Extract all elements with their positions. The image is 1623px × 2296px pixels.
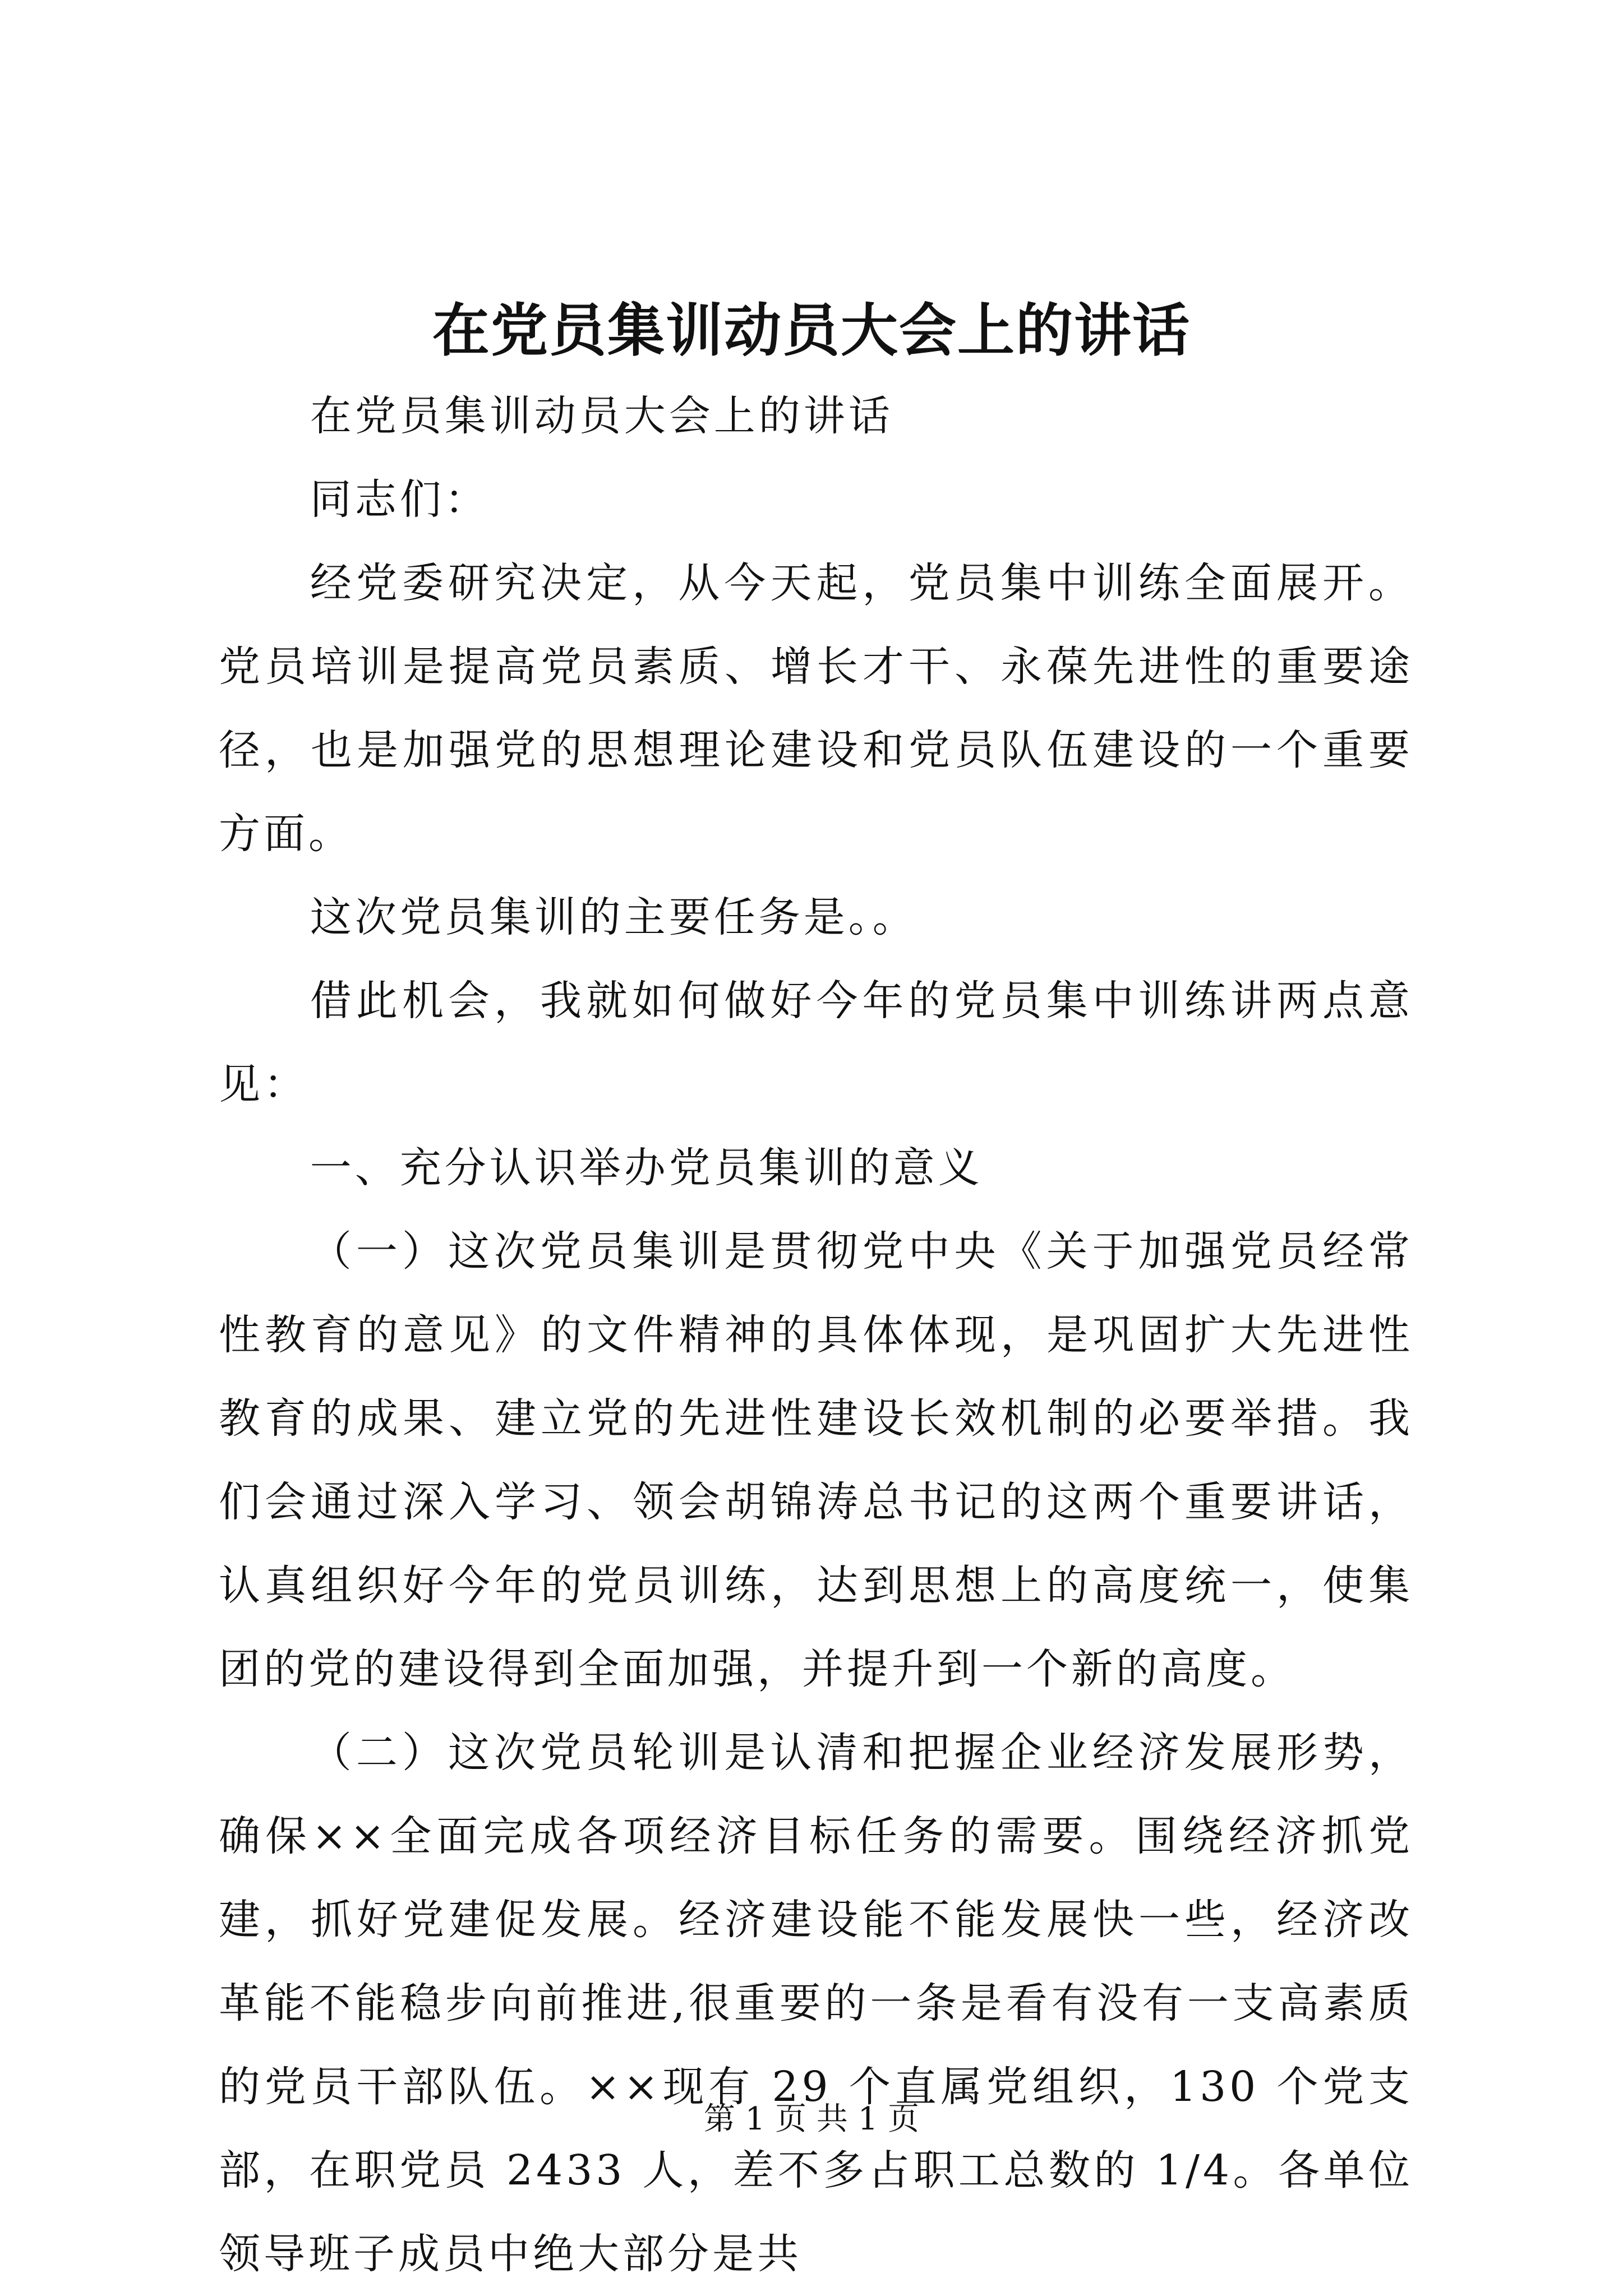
document-body [219, 375, 1413, 2296]
page-footer: 第 1 页 共 1 页 [703, 2101, 920, 2137]
paragraph-intro: 经党委研究决定，从今天起，党员集中训练全面展开。党员培训是提高党员素质、增长才干、永葆先进性的重要途径，也是加强党的思想理论建设和党员队伍建设的一个重要方面。 [219, 559, 1413, 858]
paragraph-main-task: 这次党员集训的主要任务是。。 [310, 893, 917, 941]
paragraph-point-2: （二）这次党员轮训是认清和把握企业经济发展形势，确保××全面完成各项经济目标任务的需要。围绕经济抓党建，抓好党建促发展。经济建设能不能发展快一些，经济改革能不能稳步向前推进,很重要的一条是看有没有一支高素质的党员干部队伍。××现有 29 个直属党组织，130 个党支部，在职党员 2433 人，差不多占职工总数的 1/4。各单位领导班子成员中绝大部分是共 [219, 1729, 1413, 2278]
paragraph-opinions: 借此机会，我就如何做好今年的党员集中训练讲两点意见： [219, 977, 1413, 1108]
paragraph-subtitle: 在党员集训动员大会上的讲话 [310, 392, 893, 440]
section-heading-1: 一、充分认识举办党员集训的意义 [310, 1144, 983, 1192]
paragraph-point-1: （一）这次党员集训是贯彻党中央《关于加强党员经常性教育的意见》的文件精神的具体体现，是巩固扩大先进性教育的成果、建立党的先进性建设长效机制的必要举措。我们会通过深入学习、领会胡锦涛总书记的这两个重要讲话，认真组织好今年的党员训练，达到思想上的高度统一，使集团的党的建设得到全面加强，并提升到一个新的高度。 [219, 1227, 1413, 1693]
document-title: 在党员集训动员大会上的讲话 [432, 297, 1191, 364]
paragraph-salutation: 同志们： [310, 475, 490, 524]
